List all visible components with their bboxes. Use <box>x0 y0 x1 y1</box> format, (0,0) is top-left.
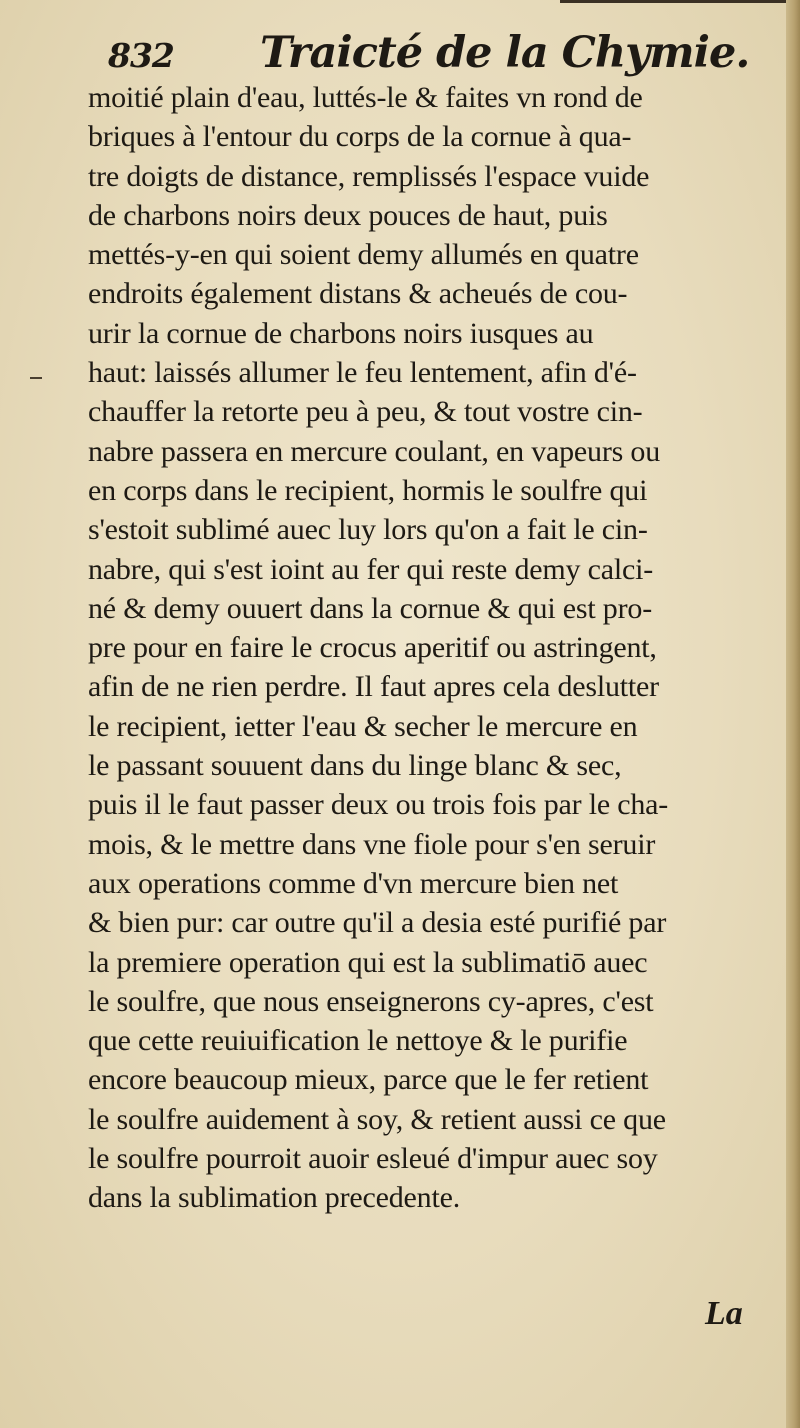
text-line: chauffer la retorte peu à peu, & tout vostre cin- <box>88 395 643 429</box>
text-line: haut: laissés allumer le feu lentement, afin d'é- <box>88 356 637 390</box>
text-line: dans la sublimation precedente. <box>88 1181 461 1215</box>
page-header <box>108 28 748 84</box>
top-edge-rule <box>560 0 800 3</box>
text-line: aux operations comme d'vn mercure bien net <box>88 866 619 900</box>
text-line: endroits également distans & acheués de cou- <box>88 277 628 311</box>
page-gutter-edge <box>786 0 800 1428</box>
text-line: le soulfre auidement à soy, & retient aussi ce que <box>88 1102 666 1136</box>
text-line: briques à l'entour du corps de la cornue à qua- <box>88 120 632 154</box>
text-line: le passant souuent dans du linge blanc & sec, <box>88 749 622 783</box>
text-line: la premiere operation qui est la sublimatiō auec <box>88 945 648 979</box>
text-line: en corps dans le recipient, hormis le soulfre qui <box>88 473 648 507</box>
text-line: mettés-y-en qui soient demy allumés en quatre <box>88 238 639 272</box>
text-line: afin de ne rien perdre. Il faut apres cela deslutter <box>88 670 659 704</box>
text-line: que cette reuiuification le nettoye & le purifie <box>88 1024 628 1058</box>
page-number: 832 <box>108 36 174 75</box>
text-line: né & demy ouuert dans la cornue & qui est pro- <box>88 591 652 625</box>
text-line: le recipient, ietter l'eau & secher le mercure en <box>88 709 638 743</box>
running-title: Traicté de la Chymie. <box>260 28 750 78</box>
text-line: puis il le faut passer deux ou trois fois par le cha- <box>88 788 669 822</box>
catchword: La <box>705 1295 743 1332</box>
text-line: le soulfre pourroit auoir esleué d'impur auec soy <box>88 1142 658 1176</box>
text-line: moitié plain d'eau, luttés-le & faites vn rond de <box>88 81 643 114</box>
text-line: & bien pur: car outre qu'il a desia esté purifié par <box>88 906 667 940</box>
text-line: s'estoit sublimé auec luy lors qu'on a fait le cin- <box>88 513 648 547</box>
text-line: tre doigts de distance, remplissés l'espace vuide <box>88 159 650 193</box>
text-line: de charbons noirs deux pouces de haut, puis <box>88 198 608 232</box>
text-line: urir la cornue de charbons noirs iusques au <box>88 316 594 350</box>
text-line: encore beaucoup mieux, parce que le fer retient <box>88 1063 649 1097</box>
text-line: nabre passera en mercure coulant, en vapeurs ou <box>88 434 660 468</box>
text-line: mois, & le mettre dans vne fiole pour s'en seruir <box>88 827 656 861</box>
text-line: nabre, qui s'est ioint au fer qui reste demy calci- <box>88 552 654 586</box>
text-line: le soulfre, que nous enseignerons cy-apres, c'est <box>88 984 654 1018</box>
margin-mark <box>30 377 42 379</box>
body-text <box>88 78 778 1218</box>
text-line: pre pour en faire le crocus aperitif ou astringent, <box>88 631 657 665</box>
